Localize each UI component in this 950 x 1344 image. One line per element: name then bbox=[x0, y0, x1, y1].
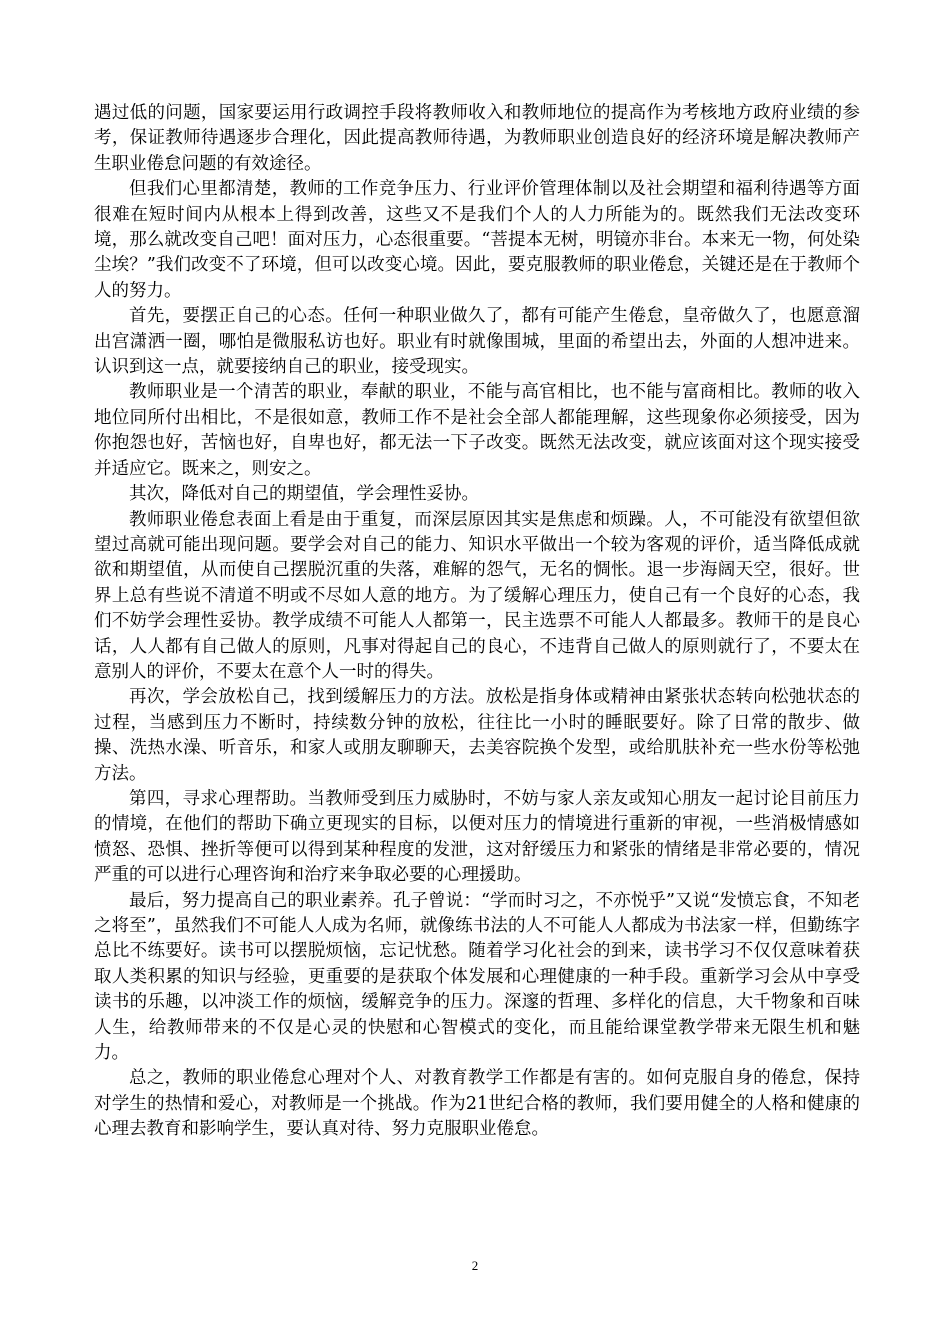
paragraph: 但我们心里都清楚，教师的工作竞争压力、行业评价管理体制以及社会期望和福利待遇等方面很难在短时间内从根本上得到改善，这些又不是我们个人的人力所能为的。既然我们无法改变环境，那么就改变自己吧！面对压力，心态很重要。“菩提本无树，明镜亦非台。本来无一物，何处染尘埃？”我们改变不了环境，但可以改变心境。因此，要克服教师的职业倦怠，关键还是在于教师个人的努力。 bbox=[94, 179, 860, 301]
page-number: 2 bbox=[471, 1258, 479, 1273]
document-body bbox=[94, 101, 860, 1143]
paragraph: 教师职业倦怠表面上看是由于重复，而深层原因其实是焦虑和烦躁。人，不可能没有欲望但欲望过高就可能出现问题。要学会对自己的能力、知识水平做出一个较为客观的评价，适当降低成就欲和期望值，从而使自己摆脱沉重的失落，难解的怨气，无名的惆怅。退一步海阔天空，很好。世界上总有些说不清道不明或不尽如人意的地方。为了缓解心理压力，使自己有一个良好的心态，我们不妨学会理性妥协。教学成绩不可能人人都第一，民主选票不可能人人都最多。教师干的是良心话，人人都有自己做人的原则，凡事对得起自己的良心，不违背自己做人的原则就行了，不要太在意别人的评价，不要太在意个人一时的得失。 bbox=[94, 509, 860, 682]
paragraph: 再次，学会放松自己，找到缓解压力的方法。放松是指身体或精神由紧张状态转向松弛状态的过程，当感到压力不断时，持续数分钟的放松，往往比一小时的睡眠要好。除了日常的散步、做操、洗热水澡、听音乐，和家人或朋友聊聊天，去美容院换个发型，或给肌肤补充一些水份等松弛方法。 bbox=[94, 687, 860, 784]
paragraph: 最后，努力提高自己的职业素养。孔子曾说：“学而时习之，不亦悦乎”又说“发愤忘食，不知老之将至”，虽然我们不可能人人成为名师，就像练书法的人不可能人人都成为书法家一样，但勤练字总比不练要好。读书可以摆脱烦恼，忘记忧愁。随着学习化社会的到来，读书学习不仅仅意味着获取人类积累的知识与经验，更重要的是获取个体发展和心理健康的一种手段。重新学习会从中享受读书的乐趣，以冲淡工作的烦恼，缓解竞争的压力。深邃的哲理、多样化的信息，大千物象和百味人生，给教师带来的不仅是心灵的快慰和心智模式的变化，而且能给课堂教学带来无限生机和魅力。 bbox=[94, 890, 860, 1064]
paragraph: 其次，降低对自己的期望值，学会理性妥协。 bbox=[129, 484, 479, 505]
paragraph: 第四，寻求心理帮助。当教师受到压力威胁时，不妨与家人亲友或知心朋友一起讨论目前压力的情境，在他们的帮助下确立更现实的目标，以便对压力的情境进行重新的审视，一些消极情感如愤怒、恐惧、挫折等便可以得到某种程度的发泄，这对舒缓压力和紧张的情绪是非常必要的，情况严重的可以进行心理咨询和治疗来争取必要的心理援助。 bbox=[94, 788, 860, 886]
paragraph: 遇过低的问题，国家要运用行政调控手段将教师收入和教师地位的提高作为考核地方政府业绩的参考，保证教师待遇逐步合理化，因此提高教师待遇，为教师职业创造良好的经济环境是解决教师产生职业倦怠问题的有效途径。 bbox=[94, 103, 860, 174]
paragraph: 总之，教师的职业倦怠心理对个人、对教育教学工作都是有害的。如何克服自身的倦怠，保持对学生的热情和爱心，对教师是一个挑战。作为21世纪合格的教师，我们要用健全的人格和健康的心理去教育和影响学生，要认真对待、努力克服职业倦怠。 bbox=[94, 1068, 860, 1140]
paragraph: 首先，要摆正自己的心态。任何一种职业做久了，都有可能产生倦怠，皇帝做久了，也愿意溜出宫潇洒一圈，哪怕是微服私访也好。职业有时就像围城，里面的希望出去，外面的人想冲进来。认识到这一点，就要接纳自己的职业，接受现实。 bbox=[94, 306, 860, 378]
paragraph: 教师职业是一个清苦的职业，奉献的职业，不能与高官相比，也不能与富商相比。教师的收入地位同所付出相比，不是很如意，教师工作不是社会全部人都能理解，这些现象你必须接受，因为你抱怨也好，苦恼也好，自卑也好，都无法一下子改变。既然无法改变，就应该面对这个现实接受并适应它。既来之，则安之。 bbox=[94, 382, 860, 479]
